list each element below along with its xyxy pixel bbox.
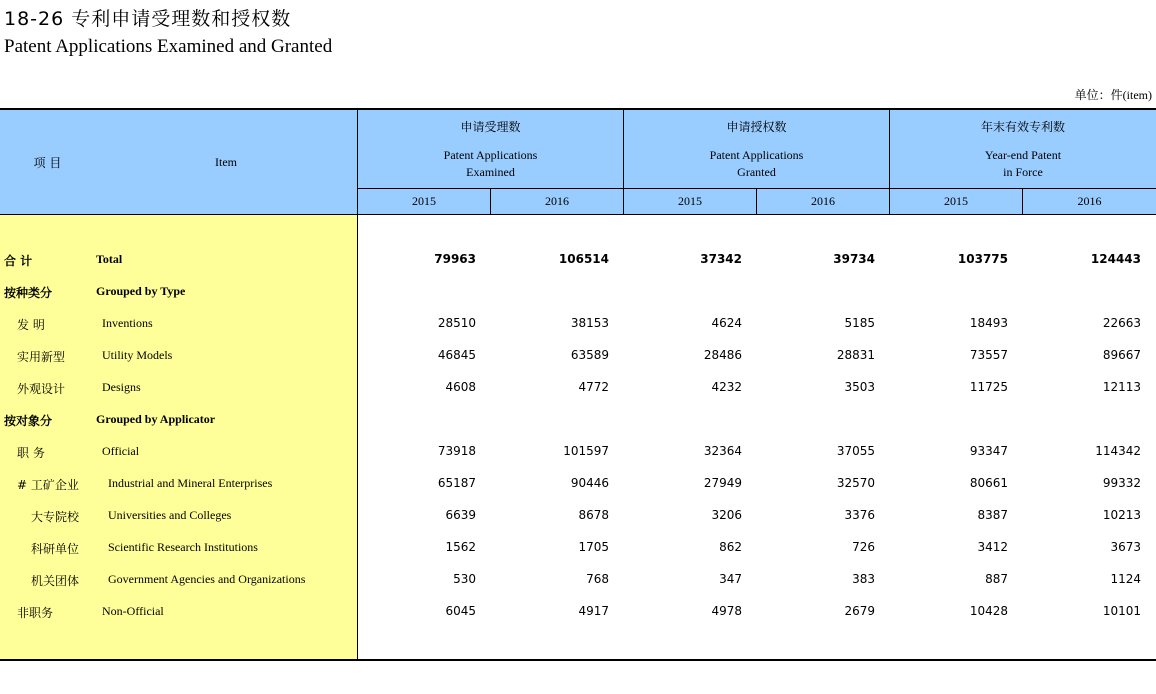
value-examined-2016: 8678 <box>578 508 609 522</box>
group-in-force-en2: in Force <box>1003 164 1043 179</box>
group-granted-cn: 申请授权数 <box>726 119 787 134</box>
value-granted-2015: 3206 <box>711 508 742 522</box>
value-in-force-2015: 10428 <box>969 604 1008 618</box>
value-granted-2016: 2679 <box>844 604 875 618</box>
value-in-force-2015: 8387 <box>977 508 1008 522</box>
header-bottom-rule <box>0 214 1156 215</box>
row-label-en: Designs <box>102 380 141 394</box>
value-granted-2015: 862 <box>719 540 742 554</box>
value-in-force-2016: 1124 <box>1110 572 1141 586</box>
year-header: 2015 <box>412 194 436 208</box>
value-examined-2015: 73918 <box>437 444 476 458</box>
group-examined-en1: Patent Applications <box>443 147 538 162</box>
value-granted-2016: 28831 <box>836 348 875 362</box>
value-granted-2016: 3376 <box>844 508 875 522</box>
row-label-en: Scientific Research Institutions <box>108 540 258 554</box>
value-examined-2015: 28510 <box>437 316 476 330</box>
value-examined-2016: 106514 <box>558 252 609 266</box>
group-granted-en2: Granted <box>737 164 776 179</box>
table-title-cn: 18-26 专利申请受理数和授权数 <box>4 8 292 30</box>
row-label-cn: 机关团体 <box>31 574 80 588</box>
value-in-force-2016: 3673 <box>1110 540 1141 554</box>
year-header: 2016 <box>545 194 569 208</box>
row-label-en: Non-Official <box>102 604 164 618</box>
table-row <box>0 604 1156 624</box>
value-examined-2016: 90446 <box>570 476 609 490</box>
row-label-cn: 科研单位 <box>31 542 80 556</box>
value-in-force-2016: 22663 <box>1102 316 1141 330</box>
value-in-force-2016: 124443 <box>1090 252 1141 266</box>
row-label-en: Utility Models <box>102 348 173 362</box>
unit-label-en: (item) <box>1122 88 1152 102</box>
value-examined-2015: 1562 <box>445 540 476 554</box>
group-examined-en2: Examined <box>466 164 515 179</box>
row-label-cn: 按对象分 <box>4 414 53 428</box>
value-granted-2016: 32570 <box>836 476 875 490</box>
table-row-group-type <box>0 284 1156 304</box>
row-label-cn: 发 明 <box>17 318 45 332</box>
group-in-force-cn: 年末有效专利数 <box>980 119 1065 134</box>
value-in-force-2015: 11725 <box>969 380 1008 394</box>
value-examined-2016: 768 <box>586 572 609 586</box>
unit-label <box>1075 86 1152 103</box>
row-label-en: Grouped by Type <box>96 284 186 298</box>
value-in-force-2015: 80661 <box>969 476 1008 490</box>
item-header-cn: 项 目 <box>33 155 62 170</box>
value-in-force-2015: 3412 <box>977 540 1008 554</box>
value-examined-2015: 65187 <box>437 476 476 490</box>
group-granted-en1: Patent Applications <box>709 147 804 162</box>
year-header: 2015 <box>944 194 968 208</box>
table-row <box>0 380 1156 400</box>
row-label-cn: 职 务 <box>17 446 45 460</box>
value-examined-2016: 4917 <box>578 604 609 618</box>
value-examined-2015: 6045 <box>445 604 476 618</box>
value-in-force-2016: 89667 <box>1102 348 1141 362</box>
value-granted-2015: 32364 <box>703 444 742 458</box>
value-in-force-2016: 12113 <box>1102 380 1141 394</box>
value-granted-2016: 383 <box>852 572 875 586</box>
value-granted-2016: 726 <box>852 540 875 554</box>
year-header: 2016 <box>811 194 835 208</box>
item-header-en: Item <box>215 154 237 169</box>
value-examined-2016: 63589 <box>570 348 609 362</box>
table-row <box>0 316 1156 336</box>
row-label-en: Grouped by Applicator <box>96 412 216 426</box>
unit-label-cn: 单位：件 <box>1074 88 1123 102</box>
value-in-force-2016: 10213 <box>1102 508 1141 522</box>
value-examined-2015: 530 <box>453 572 476 586</box>
row-label-cn: 外观设计 <box>17 382 66 396</box>
table-row <box>0 508 1156 528</box>
value-examined-2016: 1705 <box>578 540 609 554</box>
value-examined-2016: 38153 <box>570 316 609 330</box>
table-row <box>0 572 1156 592</box>
table-row <box>0 476 1156 496</box>
table-title-en: Patent Applications Examined and Granted <box>4 36 333 57</box>
table-row <box>0 444 1156 464</box>
value-examined-2016: 4772 <box>578 380 609 394</box>
value-in-force-2016: 114342 <box>1095 444 1141 458</box>
value-in-force-2015: 887 <box>985 572 1008 586</box>
value-in-force-2015: 73557 <box>969 348 1008 362</box>
value-examined-2015: 4608 <box>445 380 476 394</box>
table-row <box>0 540 1156 560</box>
value-granted-2015: 28486 <box>703 348 742 362</box>
row-label-cn: 按种类分 <box>4 286 53 300</box>
value-in-force-2016: 99332 <box>1102 476 1141 490</box>
value-granted-2016: 37055 <box>836 444 875 458</box>
value-granted-2016: 39734 <box>833 252 875 266</box>
value-granted-2015: 4624 <box>711 316 742 330</box>
row-label-en: Universities and Colleges <box>108 508 232 522</box>
row-label-en: Government Agencies and Organizations <box>108 572 306 586</box>
table-row-group-applicator <box>0 412 1156 432</box>
row-label-cn: 非职务 <box>17 606 54 620</box>
value-examined-2015: 6639 <box>445 508 476 522</box>
group-header-granted <box>624 110 889 188</box>
value-in-force-2015: 18493 <box>969 316 1008 330</box>
value-examined-2015: 46845 <box>437 348 476 362</box>
group-in-force-en1: Year-end Patent <box>984 147 1062 162</box>
value-examined-2015: 79963 <box>434 252 476 266</box>
row-label-en: Official <box>102 444 140 458</box>
value-granted-2015: 37342 <box>700 252 742 266</box>
row-label-cn: # 工矿企业 <box>17 478 79 492</box>
row-label-cn: 大专院校 <box>31 510 80 524</box>
group-header-examined <box>358 110 623 188</box>
table-row-total <box>0 252 1156 272</box>
row-label-cn: 合 计 <box>4 254 33 268</box>
stub-column-background <box>0 214 357 659</box>
row-label-cn: 实用新型 <box>17 350 66 364</box>
row-label-en: Total <box>96 252 123 266</box>
value-examined-2016: 101597 <box>563 444 609 458</box>
year-header: 2015 <box>678 194 702 208</box>
group-examined-cn: 申请受理数 <box>460 119 521 134</box>
value-granted-2015: 4232 <box>711 380 742 394</box>
value-granted-2016: 5185 <box>844 316 875 330</box>
table-row <box>0 348 1156 368</box>
value-granted-2015: 4978 <box>711 604 742 618</box>
value-in-force-2016: 10101 <box>1102 604 1141 618</box>
value-granted-2015: 27949 <box>703 476 742 490</box>
row-label-en: Inventions <box>102 316 153 330</box>
value-granted-2016: 3503 <box>844 380 875 394</box>
row-label-en: Industrial and Mineral Enterprises <box>108 476 273 490</box>
year-header: 2016 <box>1077 194 1102 208</box>
table-bottom-rule <box>0 659 1156 661</box>
value-in-force-2015: 93347 <box>969 444 1008 458</box>
value-in-force-2015: 103775 <box>957 252 1008 266</box>
group-header-in-force <box>890 110 1156 188</box>
value-granted-2015: 347 <box>719 572 742 586</box>
